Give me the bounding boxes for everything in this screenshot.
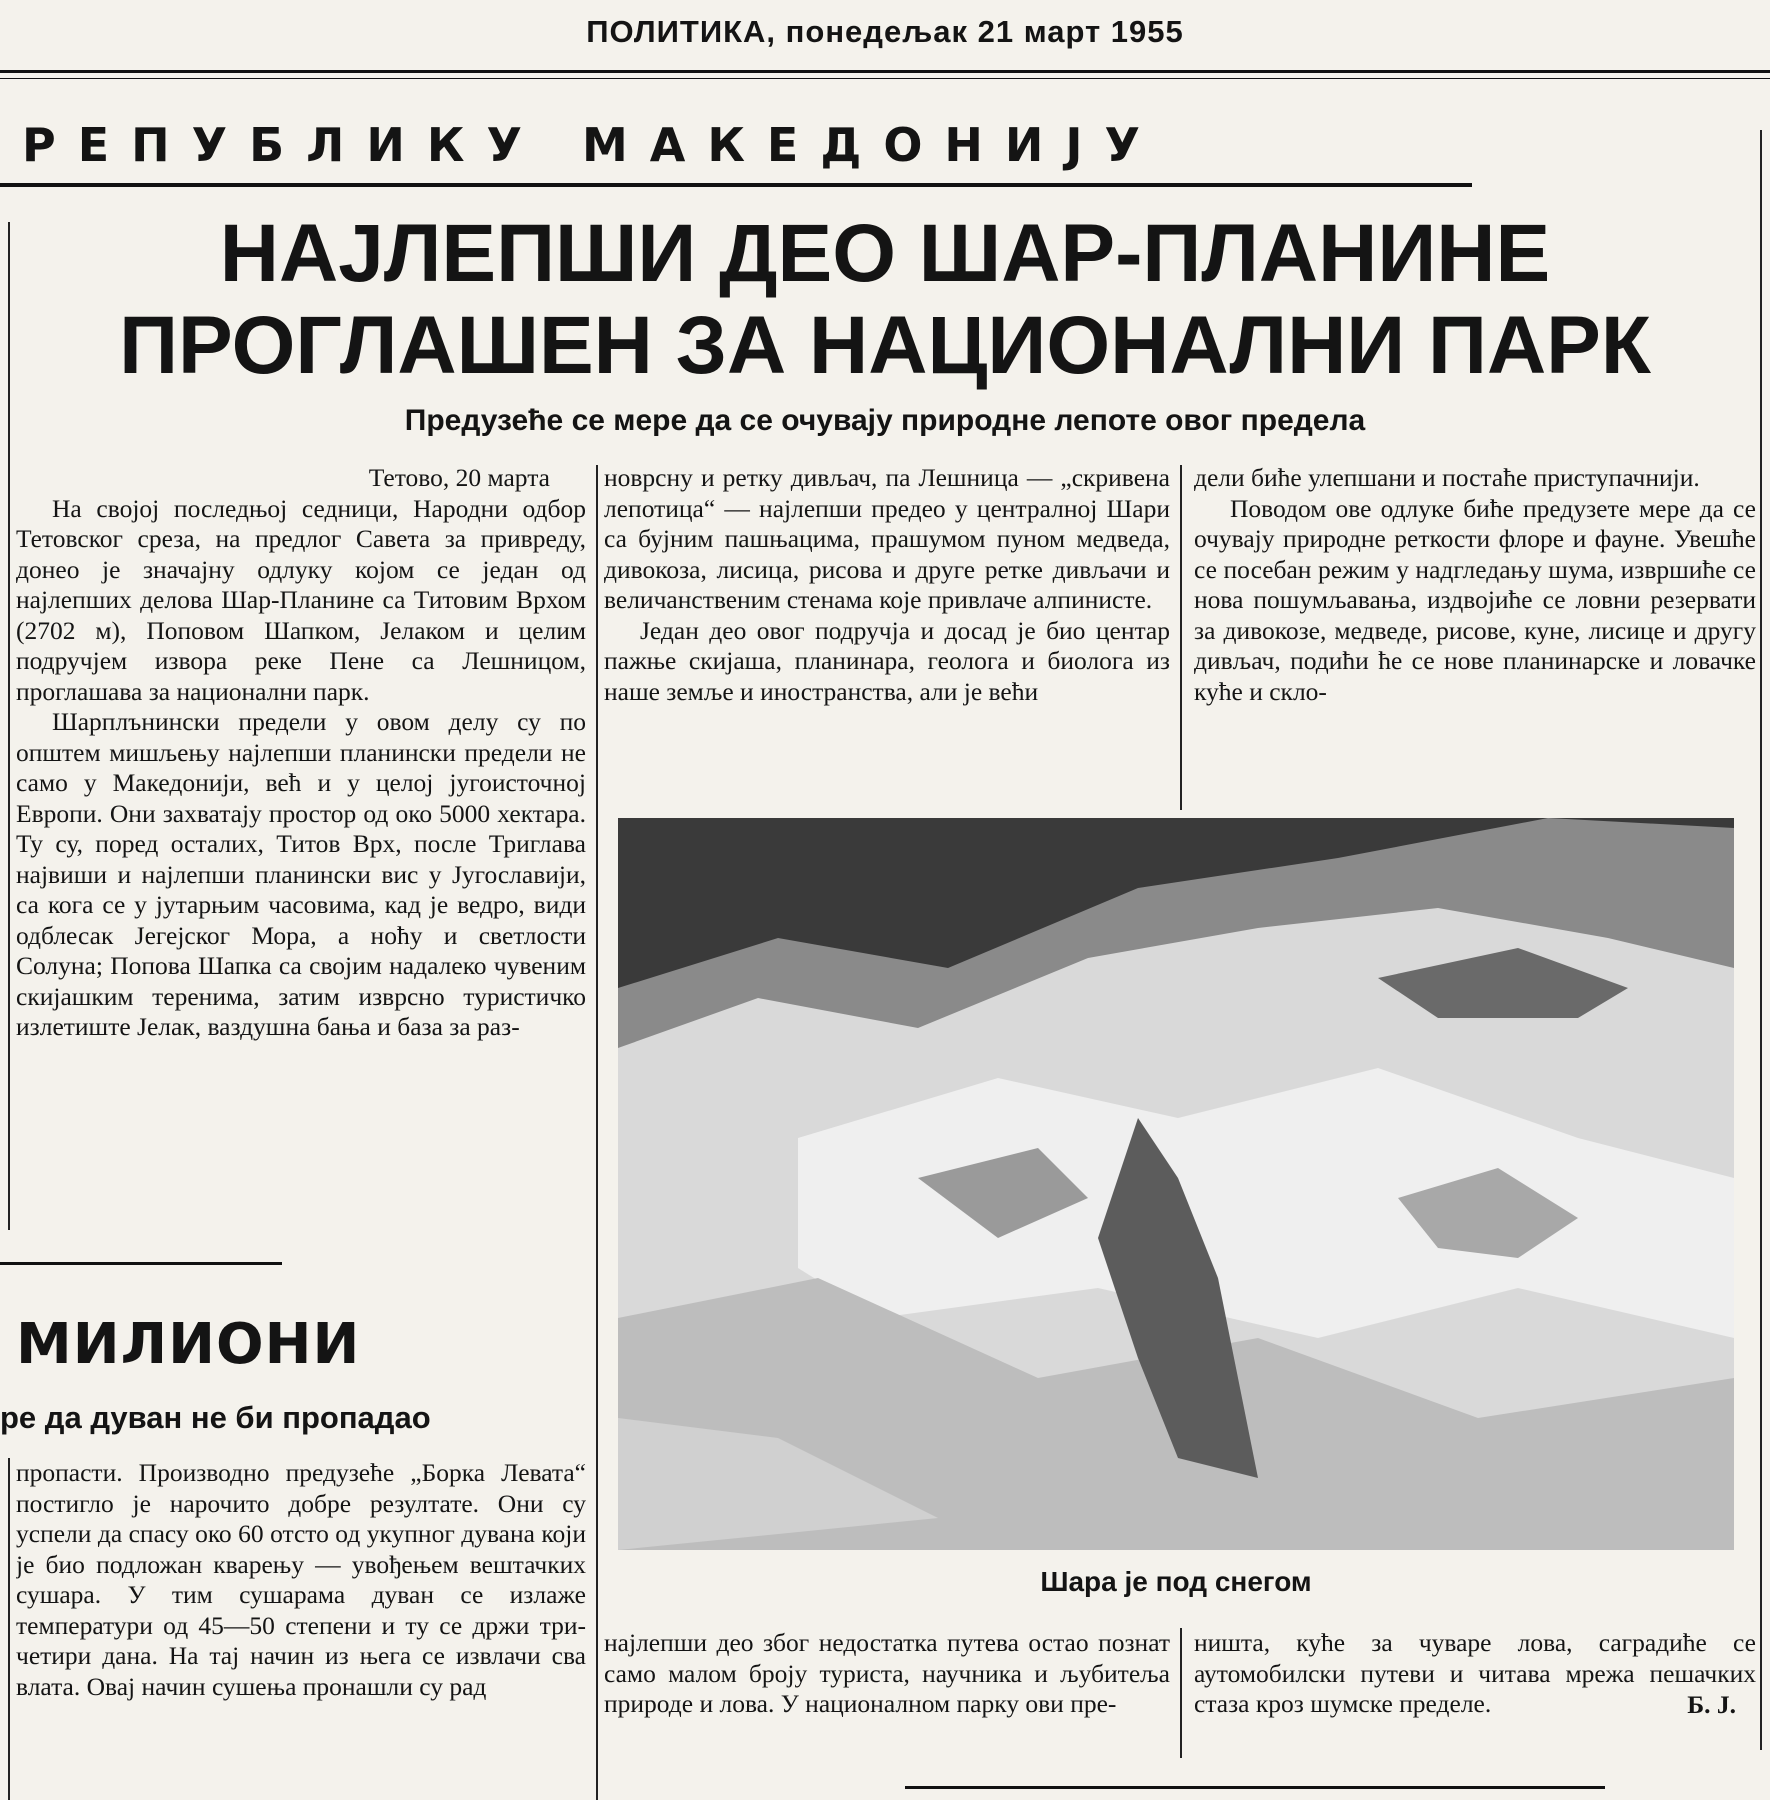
column-divider-2-top bbox=[1180, 465, 1182, 810]
running-head: ПОЛИТИКА, понедељак 21 март 1955 bbox=[586, 14, 1184, 49]
second-article-paragraph: пропасти. Производно предузеће „Борка Левата“ постигло је нарочито добре резултате. Они су успели да спасу око 60 отсто од укупног дувана који је био подложан кварењу — увођењем вештачких сушара. У тим сушарама дуван се излаже температури од 45—50 степени и ту се држи три-четири дана. На тај начин из њега се извлачи сва влата. Овај начин сушења пронашли су рад bbox=[16, 1458, 586, 1701]
column-2-bottom bbox=[604, 1628, 1170, 1720]
column-1-paragraph-2: Шарплънински предели у овом делу су по општем мишљењу најлепши планински предели не само у Македонији, већ и у целој југоисточној Европи. Они захватају простор од око 5000 хектара. Ту су, поред осталих, Титов Врх, после Триглава највиши и најлепши планински вис у Југославији, са кога се у јутарњим часовима, кад је ведро, види одблесак Јегејског Мора, а ноћу и светлости Солуна; Попова Шапка са својим надалеко чувеним скијашким теренима, затим изврсно туристичко излетиште Јелак, ваздушна бања и база за раз- bbox=[16, 707, 586, 1041]
headline-line-2: ПРОГЛАШЕН ЗА НАЦИОНАЛНИ ПАРК bbox=[119, 300, 1651, 391]
column-3-paragraph-2: Поводом ове одлуке биће предузете мере да се очувају природне реткости флоре и фауне. Увешће се посебан режим у надгледању шума, извршиће се нова пошумљавања, издвојиће се ловни резервати за дивокозе, медведе, рисове, куне, лисице и другу дивљач, подићи ће се нове планинарске и ловачке куће и скло- bbox=[1194, 493, 1756, 706]
header-rule-thin bbox=[0, 78, 1770, 79]
photo-caption: Шара је под снегом bbox=[1040, 1566, 1312, 1597]
author-signature: Б. Ј. bbox=[1687, 1689, 1736, 1719]
column-1 bbox=[16, 463, 586, 1043]
article-subhead: Предузеће се мере да се очувају природне лепоте овог предела bbox=[404, 404, 1366, 437]
column-1-paragraph-1: На својој последњој седници, Народни одбор Тетовског среза, на предлог Савета за привреду, донео је значајну одлуку којом се један од најлепших делова Шар-Планине са Титовим Врхом (2702 м), Поповом Шапком, Јелаком и целим подручјем извора реке Пене са Лешницом, проглашава за национални парк. bbox=[16, 493, 586, 706]
dateline: Тетово, 20 марта bbox=[368, 463, 550, 492]
column-2-paragraph-2: Један део овог подручја и досад је био центар пажње скијаша, планинара, геолога и биолога из наше земље и иностранства, али је већи bbox=[604, 615, 1170, 706]
column-3-top bbox=[1194, 463, 1756, 707]
bottom-rule bbox=[905, 1786, 1605, 1789]
section-separator bbox=[0, 1262, 282, 1265]
column-3-bottom bbox=[1194, 1628, 1756, 1720]
column-divider-2-bottom bbox=[1180, 1628, 1182, 1758]
headline-line-1: НАЈЛЕПШИ ДЕО ШАР-ПЛАНИНЕ bbox=[219, 208, 1551, 299]
snowy-mountain-image bbox=[618, 818, 1734, 1550]
right-column-border bbox=[1760, 130, 1762, 1750]
second-article-title: МИЛИОНИ bbox=[16, 1312, 361, 1377]
column-divider-1 bbox=[596, 465, 598, 1800]
article-headline bbox=[20, 208, 1750, 392]
second-article-left-border bbox=[8, 1458, 10, 1800]
column-2-top bbox=[604, 463, 1170, 707]
second-article-subtitle: ре да дуван не би пропадао bbox=[0, 1400, 431, 1435]
second-article-body bbox=[16, 1458, 586, 1800]
header-rule bbox=[0, 70, 1770, 73]
left-column-border bbox=[8, 222, 10, 1230]
column-3-paragraph-1: дели биће улепшани и постаће приступачнији. bbox=[1194, 463, 1700, 492]
column-2-paragraph-1: новрсну и ретку дивљач, па Лешница — „скривена лепотица“ — најлепши предео у централној Шари са бујним пашњацима, прашумом пуном медведа, дивокоза, лисица, рисова и друге ретке дивљачи и величанственим стенама које привлаче алпинисте. bbox=[604, 463, 1170, 614]
column-3-bottom-paragraph: ништа, куће за чуваре лова, саградиће се аутомобилски путеви и читава мрежа пешачких стаза кроз шумске пределе. bbox=[1194, 1628, 1756, 1718]
kicker-rule bbox=[0, 183, 1472, 187]
mountain-photo bbox=[618, 818, 1734, 1550]
article-kicker: РЕПУБЛИКУ МАКЕДОНИЈУ bbox=[22, 118, 1162, 172]
column-2-bottom-paragraph: најлепши део због недостатка путева остао познат само малом броју туриста, научника и љубитеља природе и лова. У националном парку ови пре- bbox=[604, 1628, 1170, 1718]
